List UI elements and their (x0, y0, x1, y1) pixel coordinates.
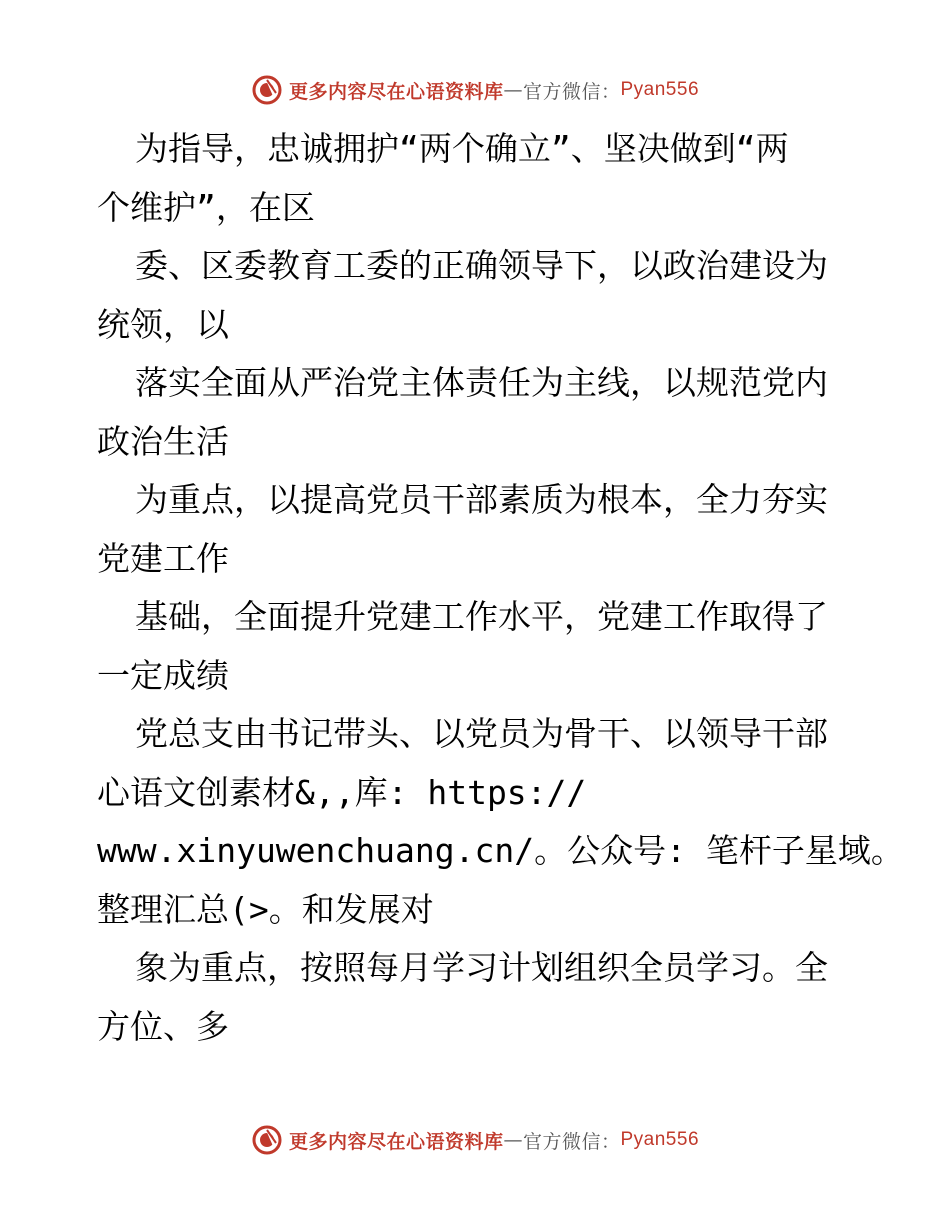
body-line: 基础，全面提升党建工作水平，党建工作取得了 (135, 597, 828, 636)
footer-wechat-label: 官方微信： (522, 1130, 621, 1153)
footer-banner-text: 更多内容尽在心语资料库 (288, 1130, 504, 1153)
footer-wechat-id: Pyan556 (620, 1129, 700, 1150)
document-body (97, 120, 904, 1056)
body-line: 心语文创素材&,,库: https:// (97, 772, 587, 812)
body-line: 象为重点，按照每月学习计划组织全员学习。全 (135, 948, 828, 987)
body-line: 党总支由书记带头、以党员为骨干、以领导干部 (135, 714, 828, 753)
footer-banner-separator: — (503, 1129, 523, 1151)
body-line: 个维护”，在区 (97, 187, 315, 227)
body-line: 一定成绩 (97, 655, 229, 695)
header-wechat-label: 官方微信： (522, 80, 621, 103)
brand-logo-icon (251, 74, 283, 106)
page-footer (0, 1122, 950, 1158)
body-line: 整理汇总(>。和发展对 (97, 889, 434, 929)
page-header (0, 72, 950, 108)
body-line: 委、区委教育工委的正确领导下，以政治建设为 (135, 246, 828, 285)
body-line: www.xinyuwenchuang.cn/。公众号: 笔杆子星域。 (97, 831, 904, 870)
body-line: 统领，以 (97, 304, 229, 344)
body-line: 党建工作 (97, 538, 229, 578)
body-line: 为指导，忠诚拥护“两个确立”、坚决做到“两 (135, 129, 789, 168)
header-banner-separator: — (503, 79, 523, 101)
body-line: 落实全面从严治党主体责任为主线，以规范党内 (135, 363, 828, 402)
body-line: 政治生活 (97, 421, 229, 461)
header-banner-text: 更多内容尽在心语资料库 (288, 80, 504, 103)
body-line: 为重点，以提高党员干部素质为根本，全力夯实 (135, 480, 828, 519)
header-wechat-id: Pyan556 (620, 79, 700, 100)
body-line: 方位、多 (97, 1006, 229, 1046)
brand-logo-icon (251, 1124, 283, 1156)
